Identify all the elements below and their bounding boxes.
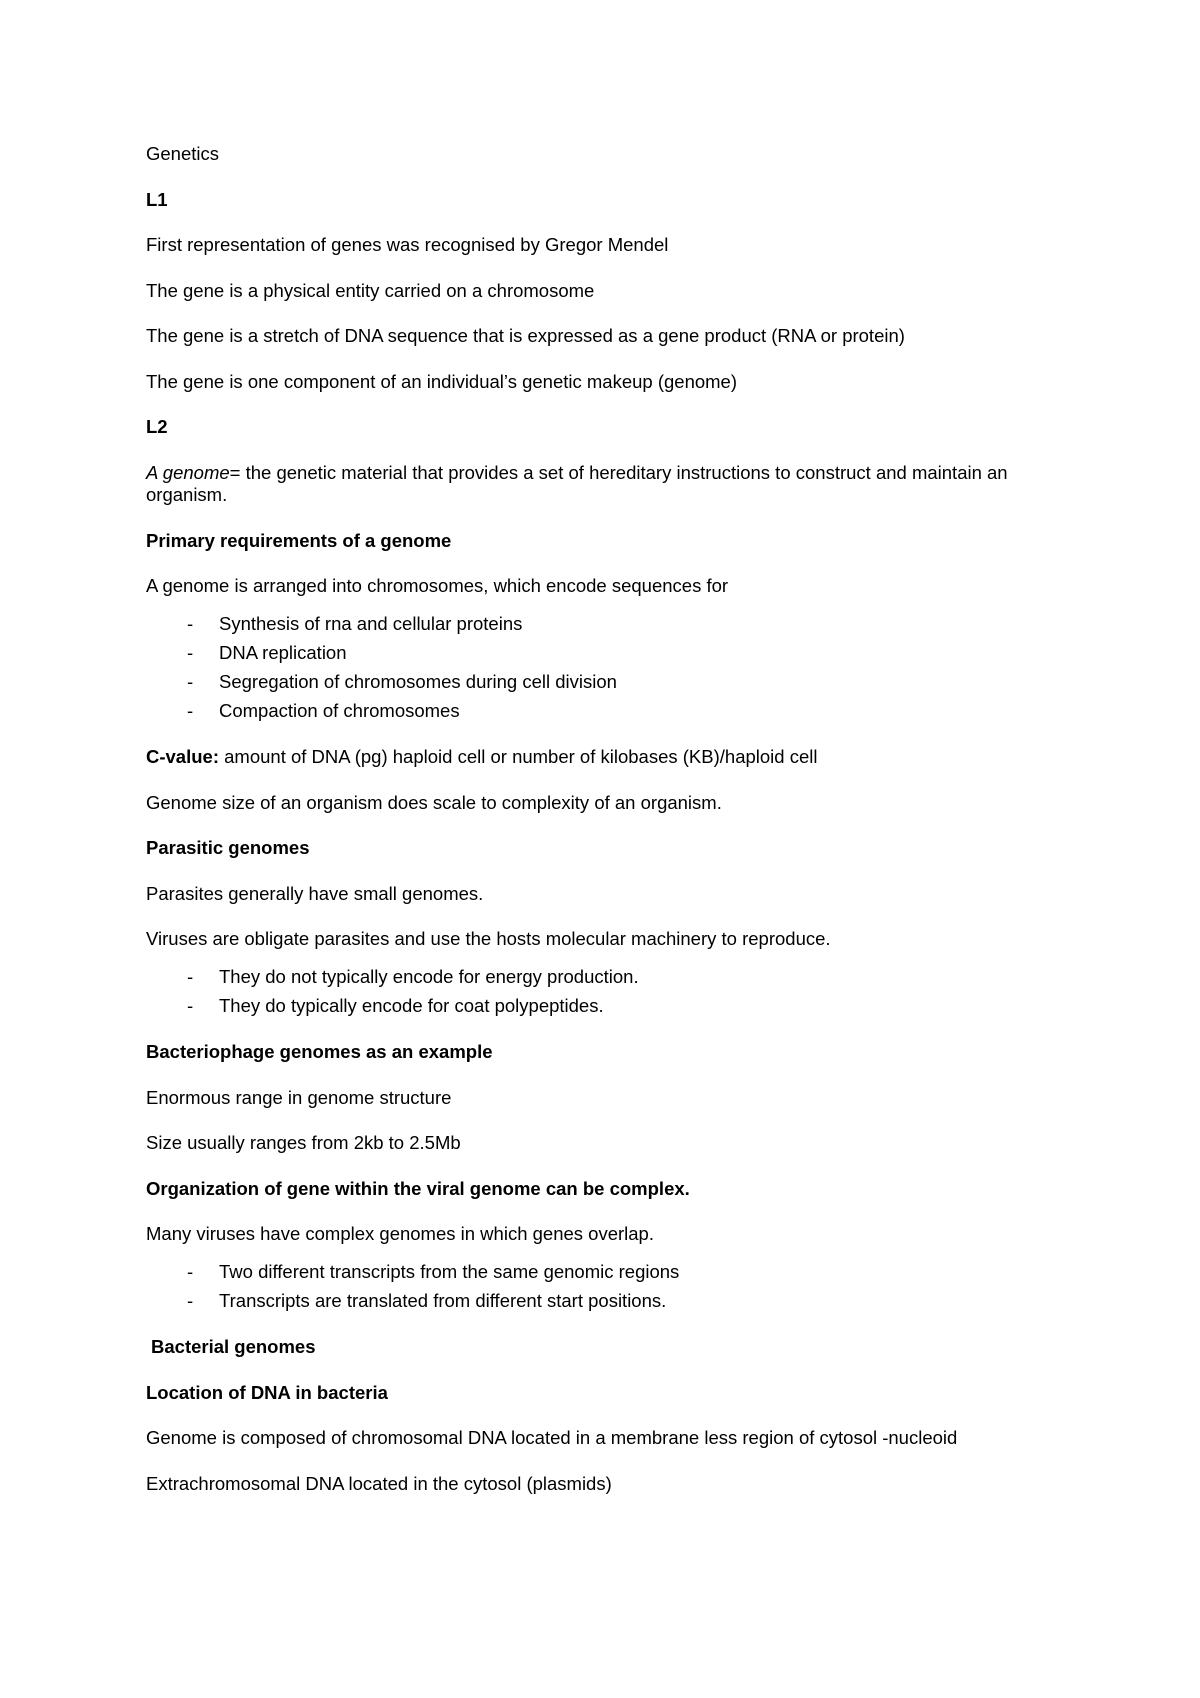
dash-bullet: -	[187, 612, 194, 634]
l1-line-1: First representation of genes was recognised by Gregor Mendel	[146, 234, 669, 255]
heading-primary-requirements: Primary requirements of a genome	[146, 529, 452, 551]
list-item-text: Two different transcripts from the same genomic regions	[219, 1260, 680, 1282]
list-item	[146, 1290, 1076, 1313]
list-item-text: DNA replication	[219, 641, 347, 663]
c-value-line	[146, 746, 1076, 769]
virus-list	[146, 966, 1076, 1018]
list-item-text: They do not typically encode for energy production.	[219, 965, 639, 987]
dash-bullet: -	[187, 1289, 194, 1311]
heading-location-dna: Location of DNA in bacteria	[146, 1381, 388, 1403]
size-line: Size usually ranges from 2kb to 2.5Mb	[146, 1132, 461, 1153]
l1-line-3: The gene is a stretch of DNA sequence that is expressed as a gene product (RNA or protein)	[146, 325, 905, 346]
overlap-line: Many viruses have complex genomes in which genes overlap.	[146, 1223, 654, 1244]
heading-l2: L2	[146, 416, 168, 437]
list-item-text: They do typically encode for coat polypeptides.	[219, 994, 604, 1016]
genome-size-line: Genome size of an organism does scale to complexity of an organism.	[146, 791, 722, 813]
nucleoid-line: Genome is composed of chromosomal DNA located in a membrane less region of cytosol -nucleoid	[146, 1427, 958, 1448]
dash-bullet: -	[187, 670, 194, 692]
genome-term: A genome	[146, 461, 230, 483]
dash-bullet: -	[187, 1260, 194, 1282]
genome-definition	[146, 462, 1076, 507]
heading-bacterial-genomes: Bacterial genomes	[151, 1336, 316, 1357]
arranged-line: A genome is arranged into chromosomes, which encode sequences for	[146, 575, 729, 596]
c-value-label: C-value:	[146, 746, 219, 767]
list-item-text: Transcripts are translated from different start positions.	[219, 1289, 667, 1311]
dash-bullet: -	[187, 699, 194, 721]
viruses-line: Viruses are obligate parasites and use the hosts molecular machinery to reproduce.	[146, 928, 831, 949]
plasmid-line: Extrachromosomal DNA located in the cytosol (plasmids)	[146, 1472, 612, 1494]
heading-l1: L1	[146, 188, 168, 210]
overlap-list	[146, 1261, 1076, 1313]
dash-bullet: -	[187, 965, 194, 987]
list-item	[146, 613, 1076, 636]
parasites-line: Parasites generally have small genomes.	[146, 882, 484, 904]
requirements-list	[146, 613, 1076, 723]
list-item	[146, 995, 1076, 1018]
c-value-text: amount of DNA (pg) haploid cell or number of kilobases (KB)/haploid cell	[219, 746, 818, 767]
dash-bullet: -	[187, 994, 194, 1016]
list-item	[146, 966, 1076, 989]
l1-line-4: The gene is one component of an individual’s genetic makeup (genome)	[146, 370, 738, 392]
list-item	[146, 1261, 1076, 1284]
list-item-text: Segregation of chromosomes during cell division	[219, 670, 617, 692]
list-item	[146, 671, 1076, 694]
list-item-text: Synthesis of rna and cellular proteins	[219, 612, 523, 634]
list-item-text: Compaction of chromosomes	[219, 699, 460, 721]
l1-line-2: The gene is a physical entity carried on a chromosome	[146, 279, 595, 301]
list-item	[146, 642, 1076, 665]
document-body	[146, 143, 1076, 1518]
document-title: Genetics	[146, 143, 220, 164]
enormous-line: Enormous range in genome structure	[146, 1086, 452, 1108]
heading-organization: Organization of gene within the viral genome can be complex.	[146, 1177, 690, 1199]
dash-bullet: -	[187, 641, 194, 663]
heading-parasitic-genomes: Parasitic genomes	[146, 837, 310, 858]
heading-bacteriophage: Bacteriophage genomes as an example	[146, 1041, 493, 1062]
genome-definition-text: = the genetic material that provides a set of hereditary instructions to construct and maintain an organism.	[146, 461, 1008, 505]
list-item	[146, 700, 1076, 723]
